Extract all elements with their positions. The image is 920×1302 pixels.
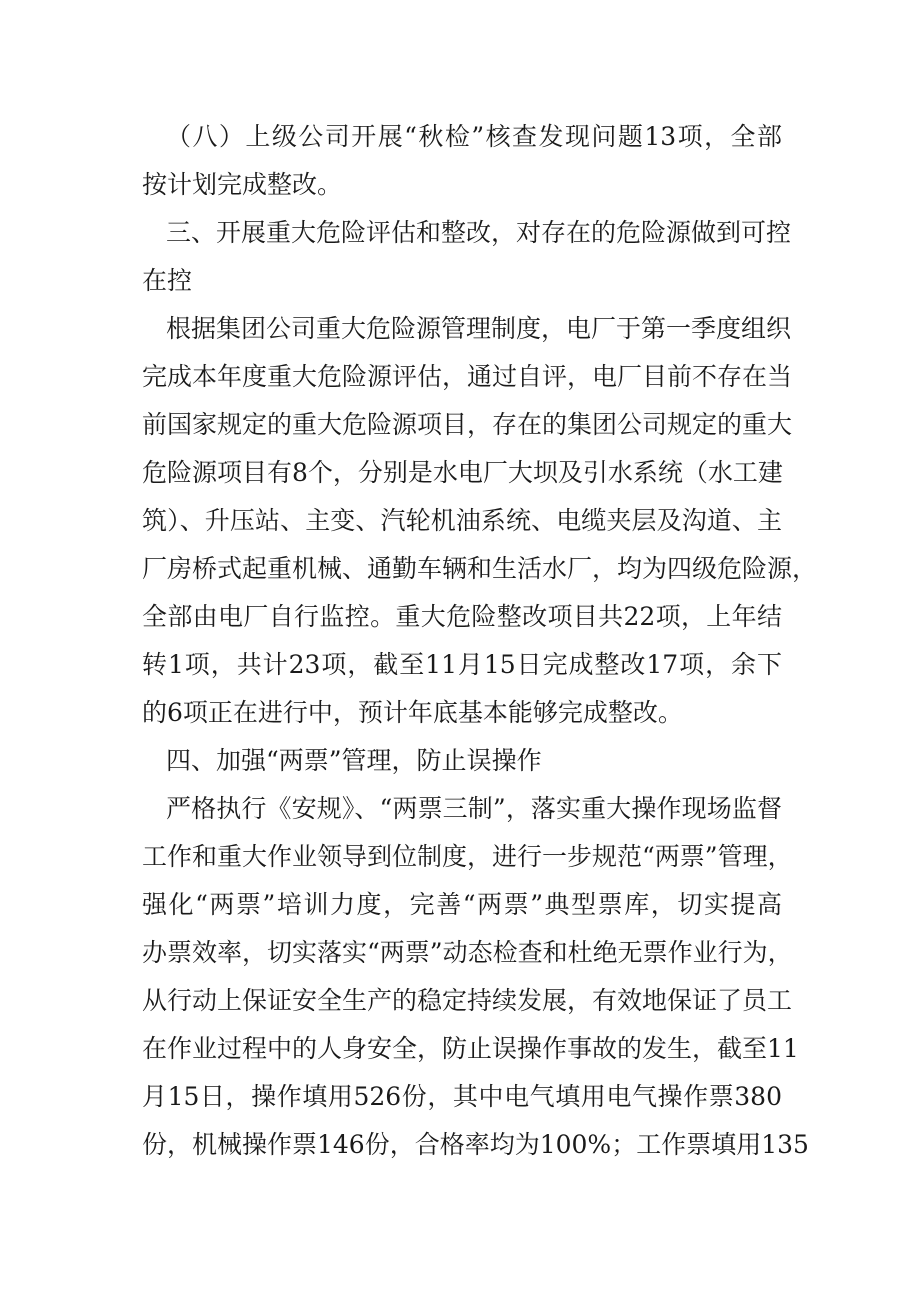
text-line: 根据集团公司重大危险源管理制度，电厂于第一季度组织: [166, 314, 792, 343]
text-line: 从行动上保证安全生产的稳定持续发展，有效地保证了员工: [142, 986, 793, 1015]
text-line: 的6项正在进行中，预计年底基本能够完成整改。: [142, 698, 683, 727]
text-line: 工作和重大作业领导到位制度，进行一步规范“两票”管理，: [142, 842, 793, 871]
text-line: 危险源项目有8个，分别是水电厂大坝及引水系统（水工建: [142, 458, 783, 487]
text-line: 全部由电厂自行监控。重大危险整改项目共22项，上年结: [142, 602, 782, 631]
text-line: 前国家规定的重大危险源项目，存在的集团公司规定的重大: [142, 410, 793, 439]
text-line: 完成本年度重大危险源评估，通过自评，电厂目前不存在当: [142, 362, 793, 391]
text-line: 月15日，操作填用526份，其中电气填用电气操作票380: [142, 1082, 782, 1111]
text-line: 份，机械操作票146份，合格率均为100%；工作票填用135: [142, 1130, 809, 1159]
text-line: 厂房桥式起重机械、通勤车辆和生活水厂，均为四级危险源，: [142, 554, 818, 583]
text-line: 筑）、升压站、主变、汽轮机油系统、电缆夹层及沟道、主: [142, 506, 782, 535]
text-line: 转1项，共计23项，截至11月15日完成整改17项，余下: [142, 650, 782, 679]
section-heading: 三、开展重大危险评估和整改，对存在的危险源做到可控: [166, 218, 792, 247]
text-line: 办票效率，切实落实“两票”动态检查和杜绝无票作业行为，: [142, 938, 793, 967]
text-line: 强化“两票”培训力度，完善“两票”典型票库，切实提高: [142, 890, 782, 919]
section-heading: 四、加强“两票”管理，防止误操作: [166, 746, 542, 775]
text-line: （八）上级公司开展“秋检”核查发现问题13项，全部: [166, 122, 782, 151]
text-line: 严格执行《安规》、“两票三制”，落实重大操作现场监督: [166, 794, 782, 823]
text-line: 按计划完成整改。: [142, 170, 343, 199]
text-line: 在作业过程中的人身安全，防止误操作事故的发生，截至11: [142, 1034, 799, 1063]
section-heading-cont: 在控: [142, 266, 193, 295]
